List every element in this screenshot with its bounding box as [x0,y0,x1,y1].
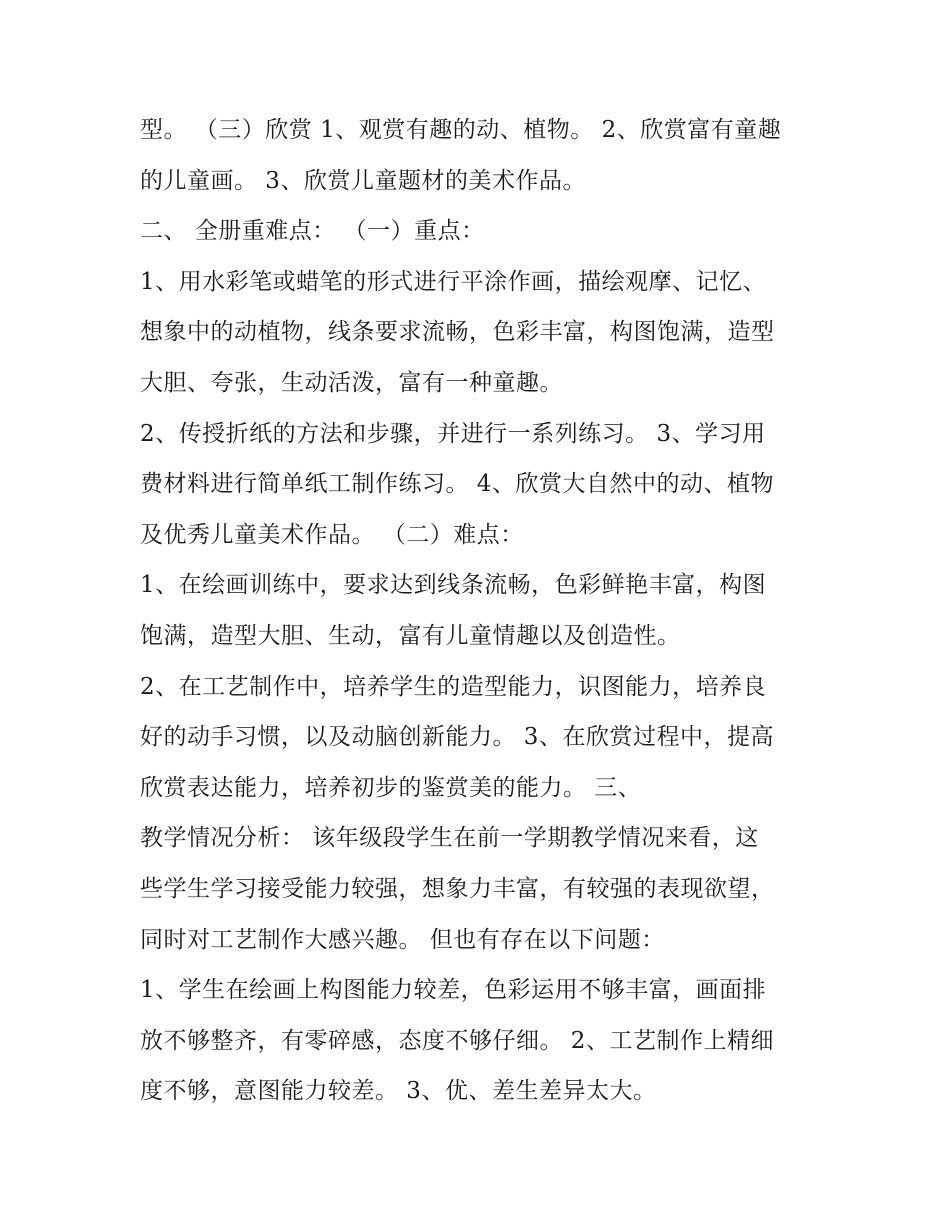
section-heading: 二、 全册重难点： （一）重点： [140,218,485,244]
text-line: 费材料进行简单纸工制作练习。 4、欣赏大自然中的动、植物 [140,471,774,497]
text-line: 度不够，意图能力较差。 3、优、差生差异太大。 [140,1078,657,1104]
text-line: 想象中的动植物，线条要求流畅，色彩丰富，构图饱满，造型 [140,319,775,345]
text-line: 同时对工艺制作大感兴趣。 但也有存在以下问题： [140,927,665,953]
text-line: 型。 （三）欣赏 1、观赏有趣的动、植物。 2、欣赏富有童趣 [140,117,782,143]
text-line: 些学生学习接受能力较强，想象力丰富，有较强的表现欲望， [140,876,775,902]
text-line: 1、学生在绘画上构图能力较差，色彩运用不够丰富，画面排 [140,977,767,1003]
text-line: 大胆、夸张，生动活泼，富有一种童趣。 [140,370,563,396]
text-line: 1、在绘画训练中，要求达到线条流畅，色彩鲜艳丰富，构图 [140,572,767,598]
text-line: 1、用水彩笔或蜡笔的形式进行平涂作画，描绘观摩、记忆、 [140,269,767,295]
text-line: 2、在工艺制作中，培养学生的造型能力，识图能力，培养良 [140,674,767,700]
text-line: 2、传授折纸的方法和步骤，并进行一系列练习。 3、学习用 [140,421,766,447]
text-line: 饱满，造型大胆、生动，富有儿童情趣以及创造性。 [140,623,681,649]
text-line: 欣赏表达能力，培养初步的鉴赏美的能力。 三、 [140,775,642,801]
text-line: 教学情况分析： 该年级段学生在前一学期教学情况来看，这 [140,825,759,851]
text-line: 好的动手习惯，以及动脑创新能力。 3、在欣赏过程中，提高 [140,724,774,750]
text-line: 及优秀儿童美术作品。 （二）难点： [140,522,524,548]
text-line: 放不够整齐，有零碎感，态度不够仔细。 2、工艺制作上精细 [140,1028,774,1054]
text-line: 的儿童画。 3、欣赏儿童题材的美术作品。 [140,168,586,194]
